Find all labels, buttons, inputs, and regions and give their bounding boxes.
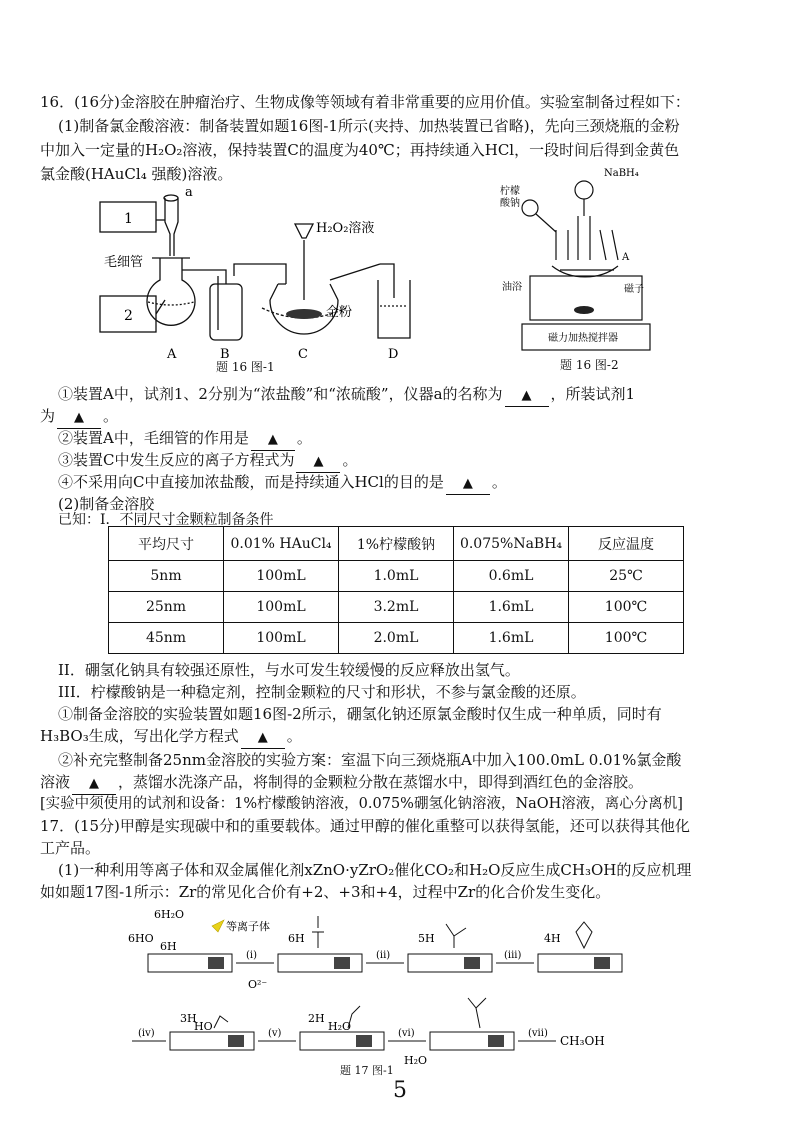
q16-1b-text: ②装置A中，毛细管的作用是 <box>58 429 249 447</box>
q16-2b-head: 溶液 <box>40 773 71 791</box>
table-cell: 5nm <box>109 561 224 592</box>
answer-blank[interactable] <box>446 472 490 495</box>
table-row <box>109 592 684 623</box>
figure-16-2-caption: 题 16 图-2 <box>560 358 619 372</box>
q17-line4: 如如题17图-1所示：Zr的常见化合价有+2、+3和+4，过程中Zr的化合价发生变化。 <box>40 883 611 901</box>
answer-blank[interactable] <box>57 406 101 429</box>
label-6h-a: 6H <box>160 940 177 953</box>
label-2h: 2H <box>308 1012 325 1025</box>
q16-1d-text: ④不采用向C中直接加浓盐酸，而是持续通入HCl的目的是 <box>58 473 444 491</box>
label-5h: 5H <box>418 932 435 945</box>
table-header-row <box>109 527 684 561</box>
label-ch3oh: CH₃OH <box>560 1034 605 1048</box>
table-header: 0.01% HAuCl₄ <box>224 527 339 561</box>
label-4h: 4H <box>544 932 561 945</box>
citrate-label-1: 柠檬 <box>500 186 520 197</box>
q16-2b-line1: ②补充完整制备25nm金溶胶的实验方案：室温下向三颈烧瓶A中加入100.0mL 0.01%氯金酸 <box>58 751 682 769</box>
q16-1c: ③装置C中发生反应的离子方程式为 ▲ 。 <box>58 450 358 473</box>
label-6h-b: 6H <box>288 932 305 945</box>
q16-2b-line2 <box>40 772 643 795</box>
figure-17-1-caption: 题 17 图-1 <box>340 1064 394 1077</box>
table-header: 0.075%NaBH₄ <box>454 527 569 561</box>
q16-1a-text: ①装置A中，试剂1、2分别为“浓盐酸”和“浓硫酸”，仪器a的名称为 <box>58 385 503 403</box>
table-cell: 1.6mL <box>454 623 569 654</box>
box1-label: 1 <box>124 211 133 227</box>
label-h2o-a: H₂O <box>328 1020 352 1033</box>
table-header: 反应温度 <box>569 527 684 561</box>
answer-blank[interactable] <box>72 772 116 795</box>
q17-line2: 工产品。 <box>40 839 101 857</box>
h2o2-label: H₂O₂溶液 <box>316 221 375 236</box>
apparatus-A-label: A <box>167 347 177 362</box>
q16-2a-line1: ①制备金溶胶的实验装置如题16图-2所示，硼氢化钠还原氯金酸时仅生成一种单质，同时有 <box>58 705 662 723</box>
step-i: (i) <box>246 950 258 961</box>
stir-bar-label: 磁子 <box>624 284 644 295</box>
citrate-label-2: 酸钠 <box>500 198 520 209</box>
nabh4-label: NaBH₄ <box>604 168 639 179</box>
table-header: 1%柠檬酸钠 <box>339 527 454 561</box>
step-ii: (ii) <box>376 950 391 961</box>
figure-16-1-caption: 题 16 图-1 <box>216 360 275 374</box>
answer-blank[interactable] <box>296 450 340 473</box>
table-cell: 100mL <box>224 561 339 592</box>
table-header: 平均尺寸 <box>109 527 224 561</box>
q16-1c-text: ③装置C中发生反应的离子方程式为 <box>58 451 295 469</box>
blank-marker: ▲ <box>74 410 85 425</box>
blank-marker: ▲ <box>462 476 473 491</box>
figure-17-1 <box>128 902 648 1078</box>
table-cell: 100℃ <box>569 623 684 654</box>
funnel-a-label: a <box>185 185 193 200</box>
table-cell: 2.0mL <box>339 623 454 654</box>
q17-line3: (1)一种利用等离子体和双金属催化剂xZnO·yZrO₂催化CO₂和H₂O反应生成CH₃OH的反应机理 <box>58 861 692 879</box>
q16-part1-line1: (1)制备氯金酸溶液：制备装置如题16图-1所示(夹持、加热装置已省略)，先向三颈烧瓶的金粉 <box>58 117 680 135</box>
q16-2b-line3: [实验中须使用的试剂和设备：1%柠檬酸钠溶液，0.075%硼氢化钠溶液，NaOH溶液，离心分离机] <box>40 796 683 812</box>
q16-part1-line2: 中加入一定量的H₂O₂溶液，保持装置C的温度为40℃；再持续通入HCl，一段时间后得到金黄色 <box>40 141 680 159</box>
q16-1a-line1 <box>58 384 635 407</box>
label-6h2o: 6H₂O <box>154 908 185 921</box>
answer-blank[interactable] <box>241 726 285 749</box>
table-cell: 1.6mL <box>454 592 569 623</box>
q16-1a-tail: ，所装试剂1 <box>550 385 636 403</box>
apparatus-B-label: B <box>220 347 230 362</box>
table-cell: 25℃ <box>569 561 684 592</box>
q16-part2-title: (2)制备金溶胶 <box>58 495 155 513</box>
q16-1a-line2: 为 ▲ 。 <box>40 406 118 429</box>
blank-marker: ▲ <box>313 454 324 469</box>
box2-label: 2 <box>124 308 133 324</box>
blank-marker: ▲ <box>521 388 532 403</box>
label-plasma: 等离子体 <box>226 920 270 933</box>
label-ho: HO <box>194 1020 213 1033</box>
capillary-label: 毛细管 <box>104 255 144 270</box>
figure-16-1 <box>90 180 420 370</box>
q16-known-1: 已知：I．不同尺寸金颗粒制备条件 <box>58 512 274 528</box>
blank-marker: ▲ <box>267 432 278 447</box>
step-iv: (iv) <box>138 1028 155 1039</box>
step-v: (v) <box>268 1028 282 1039</box>
label-o2-minus: O²⁻ <box>248 978 268 991</box>
table-cell: 45nm <box>109 623 224 654</box>
gold-powder-label: 金粉 <box>326 305 353 320</box>
apparatus-C-label: C <box>298 347 308 362</box>
blank-marker: ▲ <box>89 776 100 791</box>
step-vii: (vii) <box>528 1028 548 1039</box>
answer-blank[interactable] <box>251 428 295 451</box>
table-cell: 100mL <box>224 623 339 654</box>
q16-header: 16．(16分)金溶胶在肿瘤治疗、生物成像等领域有着非常重要的应用价值。实验室制备过程如下： <box>40 93 690 111</box>
apparatus-D-label: D <box>388 347 399 362</box>
q16-1b: ②装置A中，毛细管的作用是 ▲ 。 <box>58 428 312 451</box>
q16-part1-line3: 氯金酸(HAuCl₄ 强酸)溶液。 <box>40 165 233 183</box>
blank-marker: ▲ <box>257 730 268 745</box>
table-cell: 3.2mL <box>339 592 454 623</box>
q16-2a-line2: H₃BO₃生成，写出化学方程式 ▲ 。 <box>40 726 302 749</box>
q16-known-3: III．柠檬酸钠是一种稳定剂，控制金颗粒的尺寸和形状，不参与氯金酸的还原。 <box>58 683 586 701</box>
q16-1d: ④不采用向C中直接加浓盐酸，而是持续通入HCl的目的是 ▲ 。 <box>58 472 507 495</box>
figure-16-2 <box>500 160 660 356</box>
answer-blank[interactable] <box>505 384 549 407</box>
table-cell: 1.0mL <box>339 561 454 592</box>
label-3h: 3H <box>180 1012 197 1025</box>
q17-line1: 17．(15分)甲醇是实现碳中和的重要载体。通过甲醇的催化重整可以获得氢能，还可以获得其他化 <box>40 817 690 835</box>
page-number: 5 <box>393 1078 407 1103</box>
table-cell: 100mL <box>224 592 339 623</box>
preparation-conditions-table <box>108 526 684 654</box>
q16-known-2: II．硼氢化钠具有较强还原性，与水可发生较缓慢的反应释放出氢气。 <box>58 661 520 679</box>
step-iii: (iii) <box>504 950 522 961</box>
table-cell: 0.6mL <box>454 561 569 592</box>
flask-A-label: A <box>622 252 630 263</box>
step-vi: (vi) <box>398 1028 415 1039</box>
table-row <box>109 623 684 654</box>
q16-2a-head: H₃BO₃生成，写出化学方程式 <box>40 727 239 745</box>
oil-bath-label: 油浴 <box>502 282 522 293</box>
stirrer-label: 磁力加热搅拌器 <box>548 333 618 344</box>
table-row <box>109 561 684 592</box>
table-cell: 25nm <box>109 592 224 623</box>
q16-2b-tail: ，蒸馏水洗涤产品，将制得的金颗粒分散在蒸馏水中，即得到酒红色的金溶胶。 <box>118 773 644 791</box>
label-6ho: 6HO <box>128 932 154 945</box>
table-cell: 100℃ <box>569 592 684 623</box>
q16-1a-head: 为 <box>40 407 56 425</box>
label-h2o-b: H₂O <box>404 1054 428 1067</box>
